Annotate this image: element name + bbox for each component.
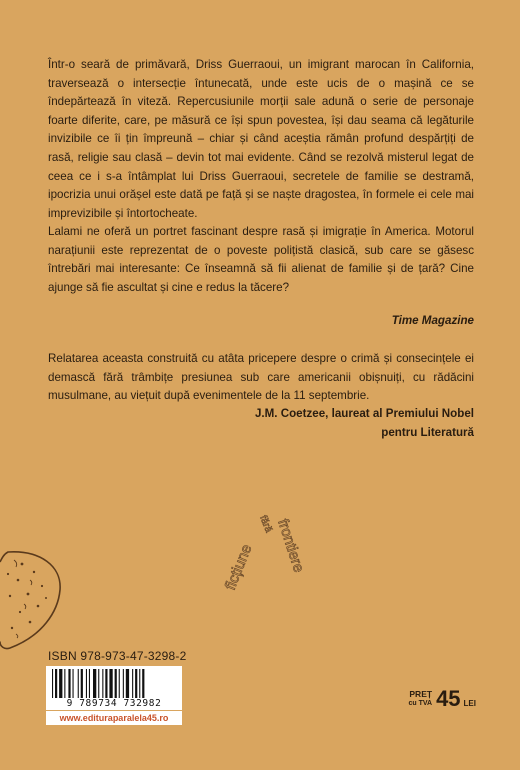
barcode-bar (55, 669, 57, 699)
price-currency: LEI (463, 698, 476, 708)
publisher-website[interactable]: www.edituraparalela45.ro (46, 711, 182, 725)
barcode-bar (119, 669, 120, 699)
endorsement-attribution (255, 405, 474, 442)
barcode-bar (59, 669, 62, 699)
barcode-bar (126, 669, 129, 699)
blurb-paragraph-1: Într-o seară de primăvară, Driss Guerraoui, un imigrant marocan în California, traversează o intersecție întunecată, unde este ucis de o mașină ce se îndepărtează în viteză. Repercusiunile morții sale adună o serie de personaje foarte diferite, care, pe măsură ce își spun povestea, își dau seama că legăturile invizibile ce îi țin împreună – chiar și când aceștia rămân profund despărțiți de rasă, religie sau clasă – devin tot mai evidente. Când se rezolvă misterul legat de ceea ce i s-a întâmplat lui Driss Guerraoui, secretele de familie se destramă, ipocrizia unui orășel este dată pe față și se naște dragostea, în formele ei cele mai imprevizibile și întortocheate. (48, 58, 474, 220)
price-labels (408, 689, 432, 709)
barcode-bar (89, 669, 90, 699)
barcode-bar (123, 669, 124, 699)
barcode-bar (93, 669, 96, 699)
price-tag (408, 688, 476, 710)
logo-word-fictiune: ficțiune (221, 542, 256, 593)
barcode-bar (102, 669, 103, 699)
barcode-bar (109, 669, 112, 699)
attribution-line-1: J.M. Coetzee, laureat al Premiului Nobel (254, 407, 474, 420)
pickle-illustration (0, 550, 90, 650)
attribution-line-2: pentru Literatură (381, 425, 474, 439)
logo-word-frontiere: frontiere (274, 516, 308, 575)
endorsement-paragraph: Relatarea aceasta construită cu atâta pricepere despre o crimă și consecințele ei demască fără trâmbițe presiunea sub care americanii obișnuiți, cu rădăcini musulmane, au viețuit după evenimentele de la 11 septembrie. (48, 352, 474, 403)
barcode (46, 666, 182, 710)
barcode-bar (86, 669, 87, 699)
barcode-bar (52, 669, 53, 699)
barcode-bar (115, 669, 117, 699)
price-label: PREȚ (409, 689, 433, 699)
barcode-number: 9 789734 732982 (46, 698, 182, 709)
barcode-bar (68, 669, 70, 699)
barcode-bar (132, 669, 133, 699)
barcode-bar (98, 669, 99, 699)
barcode-bar (142, 669, 144, 699)
price-vat-label: cu TVA (408, 700, 433, 707)
logo-word-fara: fără (257, 514, 274, 535)
barcode-bar (78, 669, 79, 699)
series-logo (210, 495, 310, 605)
barcode-bar (105, 669, 107, 699)
price-value: 45 (436, 686, 461, 711)
review-source: Time Magazine (391, 314, 474, 327)
review-paragraph: Lalami ne oferă un portret fascinant despre rasă și imigrație în America. Motorul narațiunii este reprezentat de o poveste polițistă clasică, sub care se găsesc întrebări mai interesante: Ce înseamnă să fii alienat de familie și de țară? Cine ajunge să fie ascultat și cine e redus la tăcere? (48, 225, 474, 294)
isbn-label: ISBN 978-973-47-3298-2 (48, 649, 187, 663)
barcode-bar (73, 669, 74, 699)
barcode-bar (64, 669, 65, 699)
barcode-bar (81, 669, 83, 699)
barcode-bar (139, 669, 140, 699)
barcode-bar (135, 669, 137, 699)
